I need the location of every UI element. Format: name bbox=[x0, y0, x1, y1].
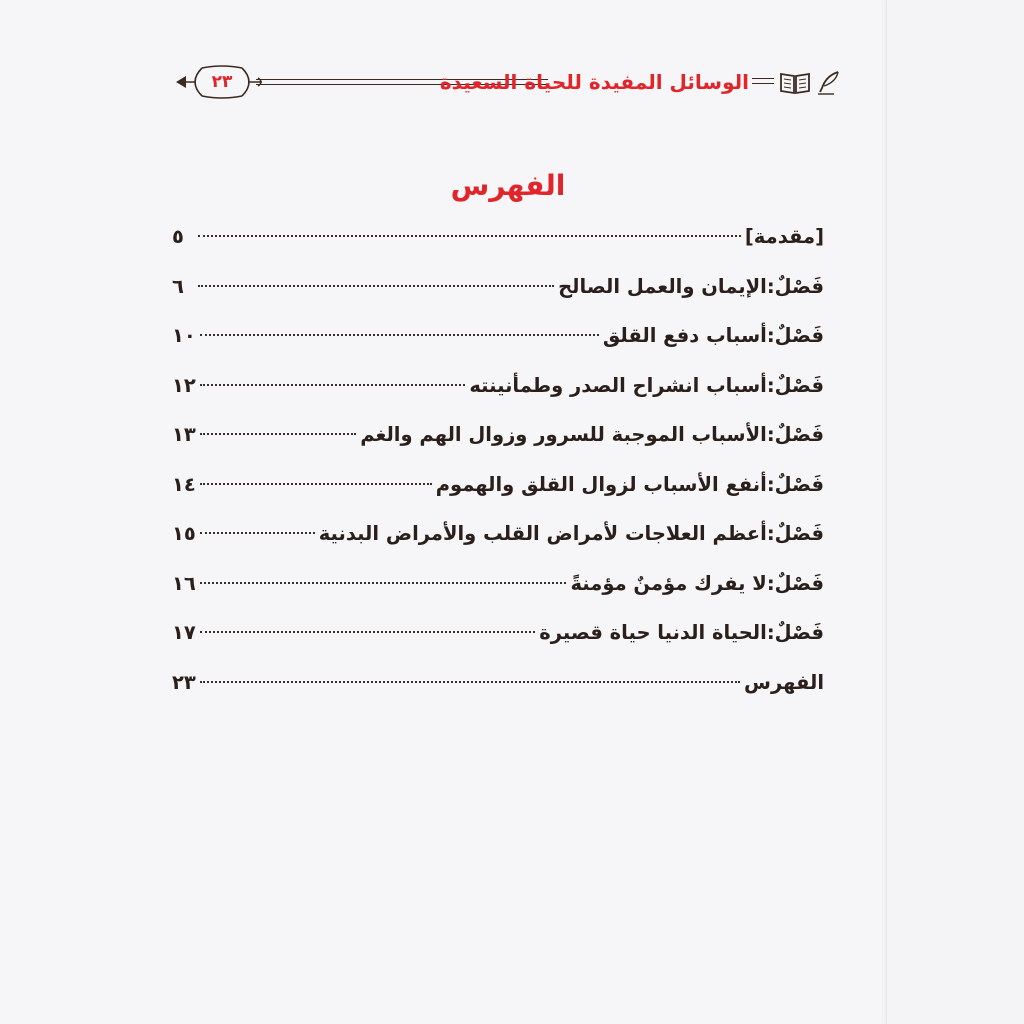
toc-entry bbox=[172, 509, 824, 559]
dot-leader bbox=[200, 334, 599, 336]
running-title: الوسائل المفيدة للحياة السعيدة bbox=[439, 70, 749, 94]
dot-leader bbox=[200, 631, 535, 633]
title-divider bbox=[752, 78, 774, 84]
entry-prefix: فَصْلٌ: bbox=[766, 522, 824, 545]
running-header bbox=[172, 62, 844, 102]
entry-title: أعظم العلاجات لأمراض القلب والأمراض البدنية bbox=[318, 522, 767, 545]
entry-title: أنفع الأسباب لزوال القلق والهموم bbox=[435, 472, 767, 496]
toc-entry bbox=[172, 658, 824, 708]
entry-title: الفهرس bbox=[744, 670, 824, 694]
entry-page-number: ١٠ bbox=[172, 324, 196, 347]
entry-title: الإيمان والعمل الصالح bbox=[558, 274, 767, 298]
toc-entry bbox=[172, 410, 824, 460]
entry-page-number: ١٤ bbox=[172, 472, 196, 496]
toc-entry bbox=[172, 212, 824, 262]
entry-title: الأسباب الموجبة للسرور وزوال الهم والغم bbox=[360, 423, 767, 446]
book-icon bbox=[778, 68, 812, 96]
toc-entry bbox=[172, 559, 824, 609]
entry-page-number: ١٢ bbox=[172, 373, 196, 397]
dot-leader bbox=[198, 235, 741, 237]
entry-page-number: ٢٣ bbox=[172, 670, 196, 694]
toc-heading: الفهرس bbox=[450, 169, 566, 202]
dot-leader bbox=[200, 483, 432, 485]
toc-entry bbox=[172, 262, 824, 312]
quill-icon bbox=[814, 68, 842, 96]
entry-page-number: ١٣ bbox=[172, 423, 196, 446]
entry-prefix: فَصْلٌ: bbox=[766, 472, 824, 496]
entry-prefix: فَصْلٌ: bbox=[766, 621, 824, 644]
toc-entry bbox=[172, 460, 824, 510]
entry-prefix: فَصْلٌ: bbox=[766, 423, 824, 446]
entry-title: أسباب دفع القلق bbox=[602, 324, 767, 347]
entry-page-number: ١٧ bbox=[172, 621, 196, 644]
dot-leader bbox=[198, 285, 554, 287]
entry-page-number: ١٦ bbox=[172, 571, 196, 595]
table-of-contents bbox=[172, 212, 824, 707]
toc-entry bbox=[172, 608, 824, 658]
entry-prefix: فَصْلٌ: bbox=[766, 274, 824, 298]
dot-leader bbox=[200, 384, 466, 386]
entry-title: [مقدمة] bbox=[744, 225, 824, 248]
entry-page-number: ٥ bbox=[172, 225, 184, 248]
dot-leader bbox=[200, 433, 356, 435]
entry-title: أسباب انشراح الصدر وطمأنينته bbox=[469, 373, 767, 397]
dot-leader bbox=[200, 532, 315, 534]
toc-entry bbox=[172, 361, 824, 411]
entry-prefix: فَصْلٌ: bbox=[766, 571, 824, 595]
entry-prefix: فَصْلٌ: bbox=[766, 373, 824, 397]
entry-page-number: ١٥ bbox=[172, 522, 196, 545]
dot-leader bbox=[200, 582, 567, 584]
entry-prefix: فَصْلٌ: bbox=[766, 324, 824, 347]
page-margin bbox=[887, 0, 1024, 1024]
entry-page-number: ٦ bbox=[172, 274, 184, 298]
entry-title: الحياة الدنيا حياة قصيرة bbox=[539, 621, 767, 644]
page-number: ٢٣ bbox=[211, 72, 233, 92]
toc-entry bbox=[172, 311, 824, 361]
dot-leader bbox=[200, 681, 740, 683]
entry-title: لا يفرك مؤمنٌ مؤمنةً bbox=[570, 571, 767, 595]
